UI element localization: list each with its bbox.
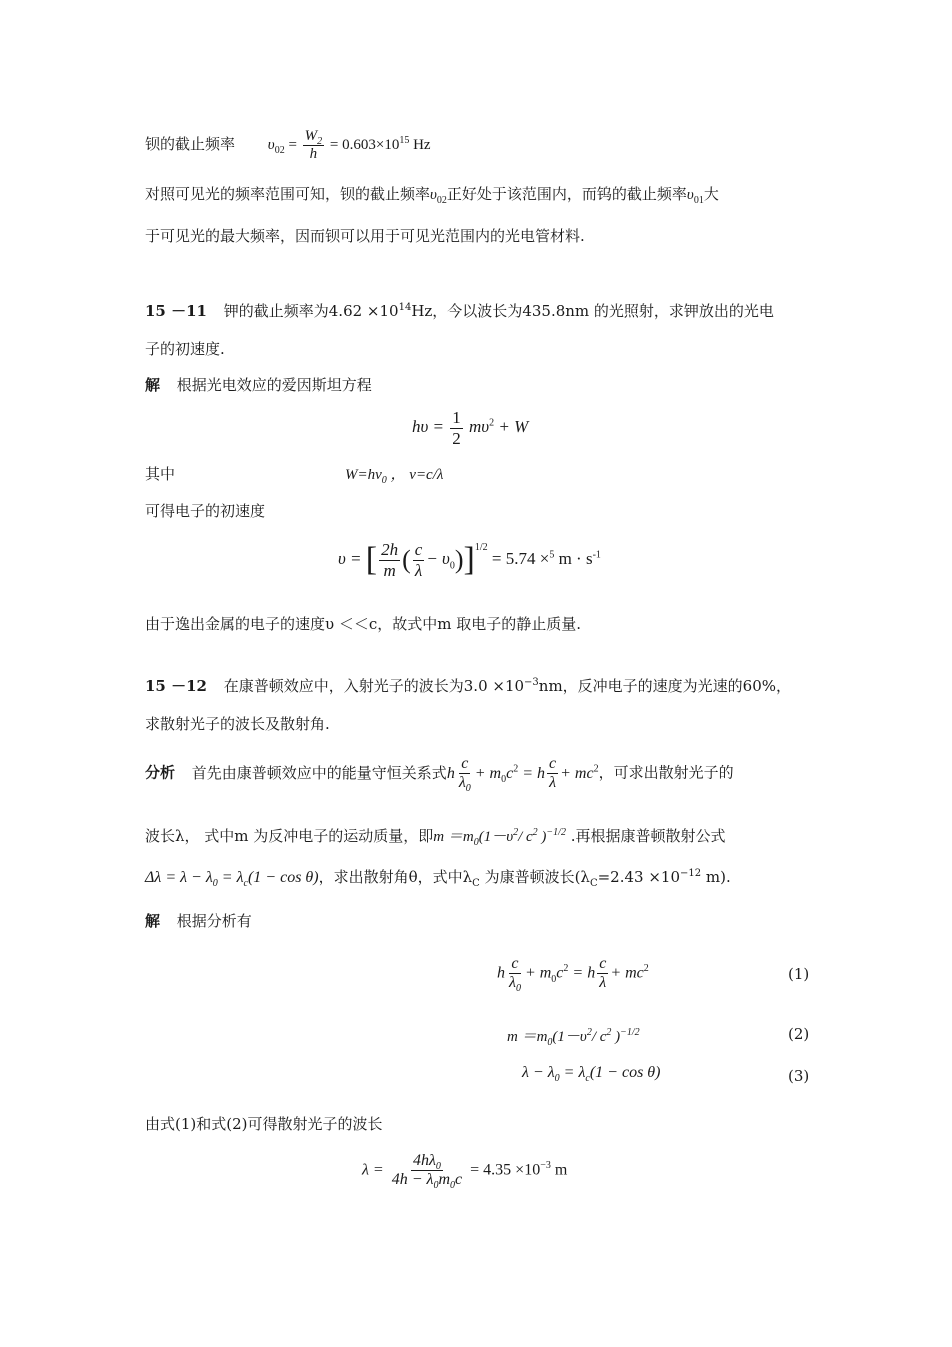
- solution-heading: 解 根据光电效应的爱因斯坦方程: [145, 376, 372, 394]
- result-intro: 可得电子的初速度: [145, 502, 266, 520]
- problem-number: 15 －11: [145, 302, 207, 320]
- equation-1: h $\frac{c}{\lambda_0}$ + $m_0c^2 = h$ $\frac{c}{\lambda}$ + $mc^2$: [497, 955, 649, 995]
- einstein-equation: hυ = $\frac{1}{2}$ $m\upsilon^2 + W$: [412, 408, 529, 448]
- equation-2: $m =m_0(1-\upsilon^2/$ $c^2$ )$^{-1/2}$: [507, 1027, 640, 1048]
- cutoff-label: 钡的截止频率: [145, 135, 236, 154]
- compton-formula-line: $\Delta\lambda = \lambda - \lambda_0 = \lambda_c(1 - \cos \theta)$，求出散射角θ，式中$\lambda_C$ 为康普顿波长($\lambda_C=2.43 \times 10^{-12}$ m).: [145, 868, 731, 890]
- problem-15-12-statement: 15 －12 在康普顿效应中，入射光子的波长为$3.0 \times 10^{-3}nm$，反冲电子的速度为光速的60%，: [145, 677, 792, 695]
- equation-3-number: (3): [788, 1067, 810, 1085]
- comparison-line: 对照可见光的频率范围可知，钡的截止频率$\upsilon_{02}$正好处于该范围内，而钨的截止频率$\upsilon_{01}$大: [145, 185, 719, 206]
- solution-heading-2: 解 根据分析有: [145, 912, 252, 930]
- problem-number: 15 －12: [145, 677, 207, 695]
- equation-3: $\lambda - \lambda_0 = \lambda_c(1 - \cos \theta)$: [522, 1064, 661, 1085]
- equation-2-number: (2): [788, 1025, 810, 1043]
- analysis-line: 分析 首先由康普顿效应中的能量守恒关系式h $\frac{c}{\lambda_0}$ + $m_0c^2 = h$ $\frac{c}{\lambda}$ + $mc^2$，可求出散射光子的: [145, 755, 734, 795]
- mass-note: 由于逸出金属的电子的速度υ ＜＜c，故式中m 取电子的静止质量.: [145, 615, 582, 633]
- problem-15-12-statement-cont: 求散射光子的波长及散射角.: [145, 715, 330, 733]
- wavelength-line: 波长λ， 式中m 为反冲电子的运动质量，即$m =m_0(1-\upsilon^2/$ $c^2$ )$^{-1/2}$ .再根据康普顿散射公式: [145, 827, 726, 848]
- final-wavelength-equation: λ = $\frac{4h\lambda_0}{4h - \lambda_0m_0c}$ = $4.35 \times 10^{-3}$ m: [362, 1152, 568, 1192]
- problem-15-11-statement: 15 －11 钾的截止频率为$4.62 \times 10^{14}Hz$，今以波长为435.8nm 的光照射，求钾放出的光电: [145, 302, 774, 320]
- velocity-equation: υ = [ $\frac{2h}{m}$ ( $\frac{c}{\lambda}$ − $\upsilon_0)]^{1/2} = 5.74 \times^5$ $m \cdot s^{-1}$: [338, 540, 601, 580]
- barium-cutoff-line: [145, 128, 431, 164]
- problem-15-11-statement-cont: 子的初速度.: [145, 340, 225, 358]
- equation-1-number: (1): [788, 965, 810, 983]
- conclusion-line: 于可见光的最大频率，因而钡可以用于可见光范围内的光电管材料.: [145, 227, 585, 245]
- where-line: 其中 $W=h\nu_0$ ， ν=c/λ: [145, 465, 444, 486]
- cutoff-equation: $\upsilon_{02}$ = $\frac{W_2}{h}$ = $0.603\times 10^{15}$ Hz: [267, 128, 431, 163]
- conclusion-intro: 由式(1)和式(2)可得散射光子的波长: [145, 1115, 383, 1133]
